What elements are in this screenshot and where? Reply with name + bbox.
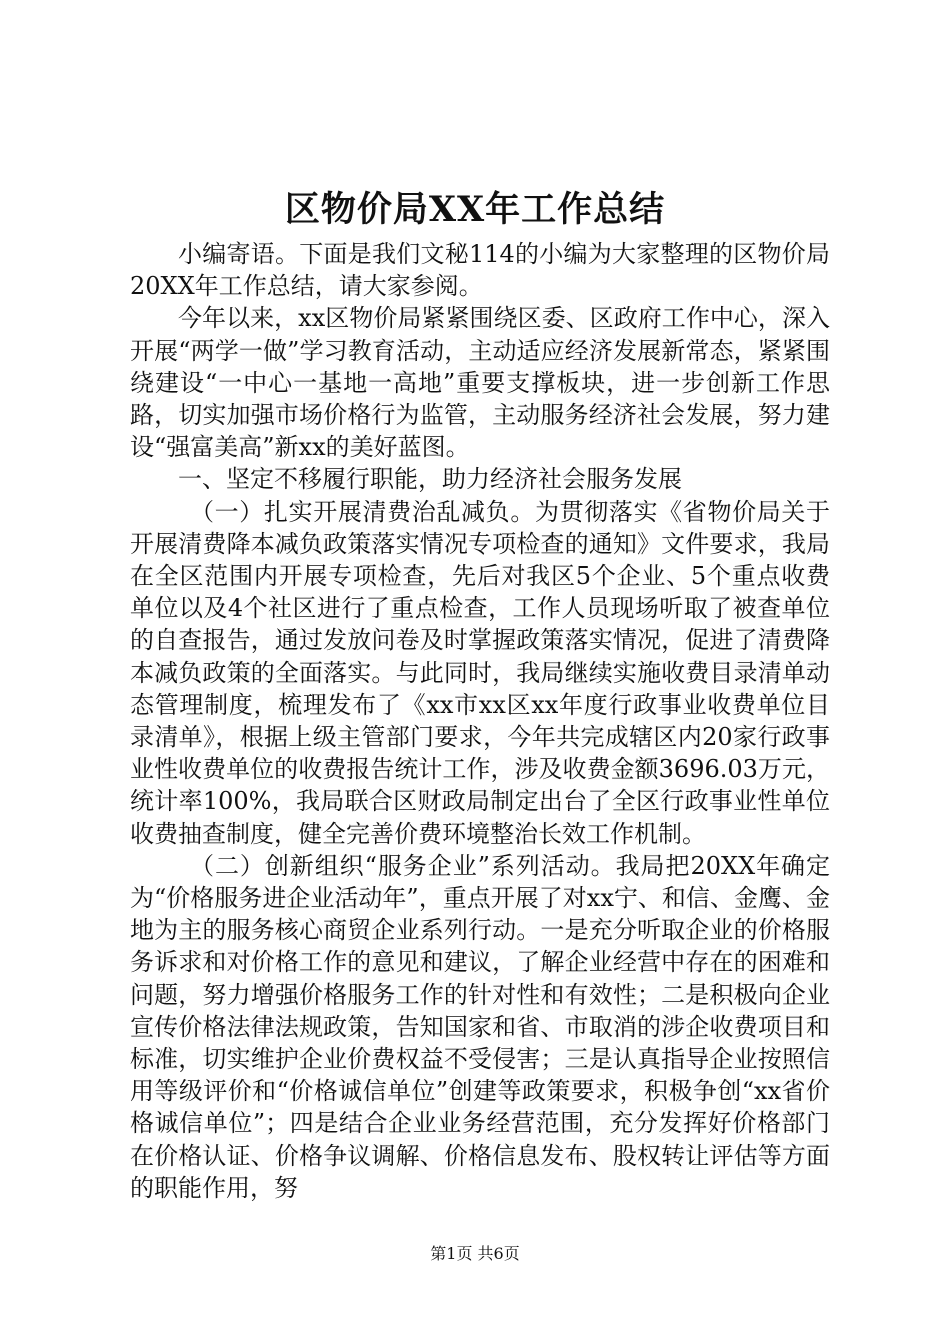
summary-paragraph: 今年以来，xx区物价局紧紧围绕区委、区政府工作中心，深入开展“两学一做”学习教育活动，主动适应经济发展新常态，紧紧围绕建设“一中心一基地一高地”重要支撑板块，进一步创新工作思路，切实加强市场价格行为监管，主动服务经济社会发展，努力建设“强富美高”新xx的美好蓝图。 bbox=[130, 304, 830, 462]
document-title: 区物价局XX年工作总结 bbox=[284, 189, 666, 230]
intro-paragraph: 小编寄语。下面是我们文秘114的小编为大家整理的区物价局20XX年工作总结，请大家参阅。 bbox=[130, 240, 830, 301]
subsection-paragraph-2: （二）创新组织“服务企业”系列活动。我局把20XX年确定为“价格服务进企业活动年”，重点开展了对xx宁、和信、金鹰、金地为主的服务核心商贸企业系列行动。一是充分听取企业的价格服务诉求和对价格工作的意见和建议，了解企业经营中存在的困难和问题，努力增强价格服务工作的针对性和有效性；二是积极向企业宣传价格法律法规政策，告知国家和省、市取消的涉企收费项目和标准，切实维护企业价费权益不受侵害；三是认真指导企业按照信用等级评价和“价格诚信单位”创建等政策要求，积极争创“xx省价格诚信单位”；四是结合企业业务经营范围，充分发挥好价格部门在价格认证、价格争议调解、价格信息发布、股权转让评估等方面的职能作用，努 bbox=[130, 851, 830, 1202]
document-body bbox=[130, 238, 830, 1204]
section-heading-1: 一、坚定不移履行职能，助力经济社会服务发展 bbox=[178, 465, 682, 494]
page-footer: 第1页 共6页 bbox=[430, 1244, 520, 1263]
subsection-paragraph-1: （一）扎实开展清费治乱减负。为贯彻落实《省物价局关于开展清费降本减负政策落实情况专项检查的通知》文件要求，我局在全区范围内开展专项检查，先后对我区5个企业、5个重点收费单位以及4个社区进行了重点检查，工作人员现场听取了被查单位的自查报告，通过发放问卷及时掌握政策落实情况，促进了清费降本减负政策的全面落实。与此同时，我局继续实施收费目录清单动态管理制度，梳理发布了《xx市xx区xx年度行政事业收费单位目录清单》，根据上级主管部门要求，今年共完成辖区内20家行政事业性收费单位的收费报告统计工作，涉及收费金额3696.03万元，统计率100%，我局联合区财政局制定出台了全区行政事业性单位收费抽查制度，健全完善价费环境整治长效工作机制。 bbox=[130, 497, 830, 848]
